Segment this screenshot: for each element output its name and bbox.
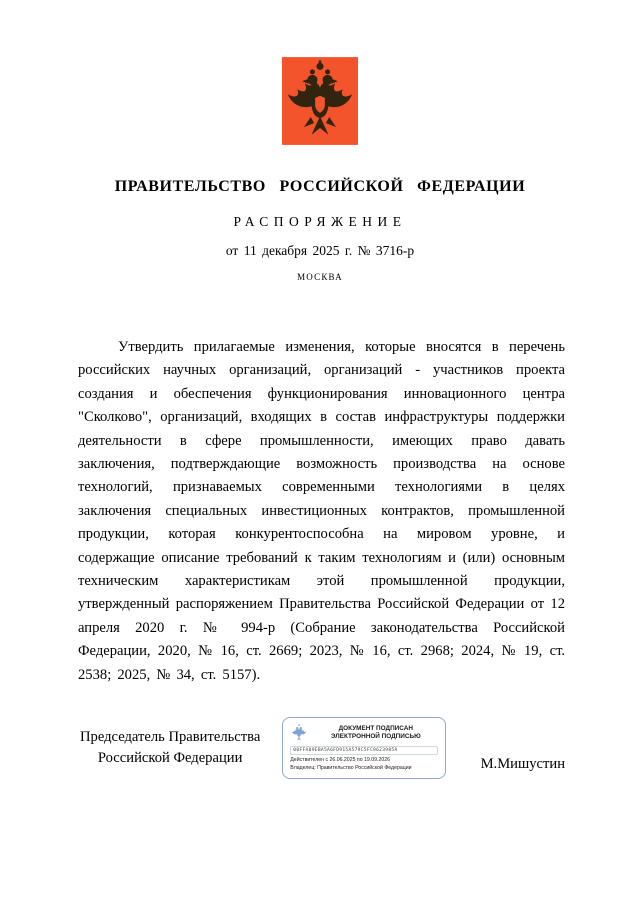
stamp-emblem-icon — [290, 723, 308, 743]
stamp-owner: Владелец: Правительство Российской Федерации — [290, 765, 412, 772]
stamp-header-row — [290, 723, 438, 743]
government-title: ПРАВИТЕЛЬСТВО РОССИЙСКОЙ ФЕДЕРАЦИИ — [114, 178, 526, 195]
stamp-title — [313, 725, 438, 741]
signer-position-line1: Председатель Правительства — [80, 728, 261, 745]
stamp-validity: Действителен с 26.06.2025 по 19.09.2026 — [290, 757, 391, 764]
signer-position — [80, 727, 260, 769]
stamp-title-line1: ДОКУМЕНТ ПОДПИСАН — [338, 725, 413, 733]
electronic-signature-stamp — [282, 717, 446, 778]
city-label: МОСКВА — [297, 272, 343, 282]
stamp-title-line2: ЭЛЕКТРОННОЙ ПОДПИСЬЮ — [330, 733, 421, 741]
russia-coat-of-arms-icon — [282, 57, 358, 145]
emblem-container — [0, 0, 640, 150]
date-and-number-line: от 11 декабря 2025 г. № 3716-р — [225, 243, 415, 258]
document-type-heading: РАСПОРЯЖЕНИЕ — [233, 214, 407, 229]
signature-block — [80, 717, 565, 778]
stamp-certificate-number: 00FFA09EBA5A6FD915A579C5FC9623985A — [290, 746, 438, 755]
signer-position-line2: Российской Федерации — [97, 749, 243, 766]
decree-body-paragraph: Утвердить прилагаемые изменения, которые вносятся в перечень российских научных организаций, организаций - участников проекта создания и обеспечения функционирования инновационного центра "Сколково", организаций, входящих в состав инфраструктуры поддержки деятельности в сфере промышленности, имеющих право давать заключения, подтверждающие возможность производства на основе технологий, признаваемых современными технологиями в целях заключения специальных инвестиционных контрактов, промышленной продукции, которая конкурентоспособна на мировом уровне, и содержащие описание требований к таким технологиям и (или) основным техническим характеристикам этой промышленной продукции, утвержденный распоряжением Правительства Российской Федерации от 12 апреля 2020 г. № 994-р (Собрание законодательства Российской Федерации, 2020, № 16, ст. 2669; 2023, № 16, ст. 2968; 2024, № 19, ст. 2538; 2025, № 34, ст. 5157). — [78, 339, 565, 683]
signer-name: М.Мишустин — [480, 755, 565, 772]
